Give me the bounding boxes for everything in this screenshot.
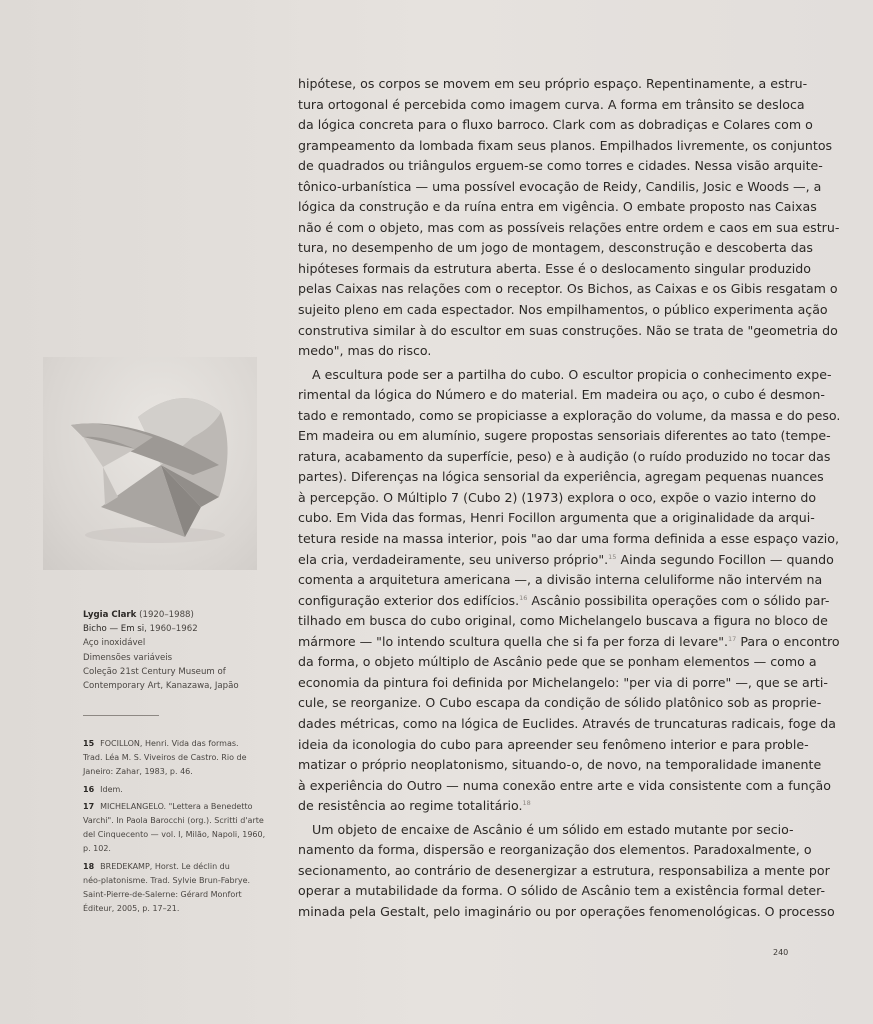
text-line: configuração exterior dos edifícios.$^{16}$ Ascânio possibilita operações com o sólido par- (298, 592, 830, 608)
caption-material: Aço inoxidável (83, 638, 146, 649)
text-line: economia da pintura foi definida por Michelangelo: "per via di porre" —, que se arti- (298, 674, 828, 690)
caption-collection-1: Coleção 21st Century Museum of (83, 666, 226, 677)
text-line: hipóteses formais da estrutura aberta. Esse é o deslocamento singular produzido (298, 260, 812, 276)
text-line: tura, no desempenho de um jogo de montagem, desconstrução e descoberta das (298, 240, 813, 256)
text-line: rimental da lógica do Número e do material. Em madeira ou aço, o cubo é desmon- (298, 387, 825, 403)
footnote-line: Éditeur, 2005, p. 17–21. (83, 904, 180, 914)
caption-collection-2: Contemporary Art, Kanazawa, Japão (83, 681, 239, 692)
footnote-15 (83, 737, 273, 780)
caption-dimensions: Dimensões variáveis (83, 652, 173, 663)
footnote-line: Saint-Pierre-de-Salerne: Gérard Monfort (83, 890, 242, 900)
text-line: da lógica concreta para o fluxo barroco. Clark com as dobradiças e Colares com o (298, 117, 813, 133)
footnote-16 (83, 783, 273, 797)
text-line: não é com o objeto, mas com as possíveis relações entre ordem e caos em sua estru- (298, 219, 840, 235)
caption-title: Bicho — Em si (83, 624, 145, 635)
paragraph-3 (298, 820, 835, 923)
text-line: à percepção. O Múltiplo 7 (Cubo 2) (1973) explora o oco, expõe o vazio interno do (298, 489, 817, 505)
footnote-divider (83, 715, 159, 716)
text-line: lógica da construção e da ruína entra em vigência. O embate proposto nas Caixas (298, 199, 817, 215)
text-line: comenta a arquitetura americana —, a divisão interna celuliforme não intervém na (298, 572, 823, 588)
text-line: tura ortogonal é percebida como imagem curva. A forma em trânsito se desloca (298, 96, 805, 112)
bicho-sculpture-image (43, 357, 257, 570)
text-line: medo", mas do risco. (298, 343, 432, 359)
caption-artist-dates: (1920–1988) (139, 610, 194, 620)
text-line: minada pela Gestalt, pelo imaginário ou por operações fenomenológicas. O processo (298, 903, 835, 919)
text-line: partes). Diferenças na lógica sensorial da experiência, agregam pequenas nuances (298, 469, 824, 485)
paragraph-2 (298, 365, 841, 817)
figure-caption (83, 608, 273, 693)
text-line: tado e remontado, como se propiciasse a exploração do volume, da massa e do peso. (298, 407, 841, 423)
text-line: secionamento, ao contrário de desenergizar a estrutura, responsabiliza a mente por (298, 862, 830, 878)
footnote-line: Janeiro: Zahar, 1983, p. 46. (83, 767, 193, 777)
footnote-line: Varchi". In Paola Barocchi (org.). Scritti d'arte (83, 816, 264, 826)
text-line: Em madeira ou em alumínio, sugere propostas sensoriais diferentes ao tato (tempe- (298, 428, 831, 444)
text-line: cule, se reorganize. O Cubo escapa da condição de sólido platônico sob as proprie- (298, 695, 822, 711)
text-line: Um objeto de encaixe de Ascânio é um sólido em estado mutante por secio- (312, 821, 794, 837)
footnote-17 (83, 800, 273, 857)
text-line: ratura, acabamento da superfície, peso) e à audição (o ruído produzido no tocar das (298, 448, 831, 464)
text-line: à experiência do Outro — numa conexão entre arte e vida consistente com a função (298, 777, 831, 793)
footnote-number: 15 (83, 739, 95, 748)
text-line: de quadrados ou triângulos erguem-se como torres e cidades. Nessa visão arquite- (298, 158, 823, 174)
text-line: cubo. Em Vida das formas, Henri Focillon argumenta que a originalidade da arqui- (298, 510, 815, 526)
text-line: sujeito pleno em cada espectador. Nos empilhamentos, o público experimenta ação (298, 302, 828, 318)
text-line: namento da forma, dispersão e reorganização dos elementos. Paradoxalmente, o (298, 842, 812, 858)
footnote-line: BREDEKAMP, Horst. Le déclin du (100, 861, 230, 871)
text-line: grampeamento da lombada fixam seus planos. Empilhados livremente, os conjuntos (298, 137, 833, 153)
text-line: tilhado em busca do cubo original, como Michelangelo buscava a figura no bloco de (298, 613, 828, 629)
footnote-line: p. 102. (83, 844, 111, 854)
caption-year: , 1960–1962 (144, 624, 198, 635)
body-text (298, 74, 841, 922)
text-line: matizar o próprio neoplatonismo, situando-o, de novo, na temporalidade imanente (298, 757, 822, 773)
text-line: dades métricas, como na lógica de Euclides. Através de truncaturas radicais, foge da (298, 715, 836, 731)
text-line: tetura reside na massa interior, pois "ao dar uma forma definida a esse espaço vazio, (298, 531, 840, 547)
text-line: A escultura pode ser a partilha do cubo. O escultor propicia o conhecimento expe- (312, 366, 832, 382)
text-line: hipótese, os corpos se movem em seu próprio espaço. Repentinamente, a estru- (298, 76, 808, 91)
text-line: ela cria, verdadeiramente, seu universo próprio".$^{15}$ Ainda segundo Focillon — quando (298, 551, 834, 567)
footnote-18 (83, 860, 273, 917)
text-line: operar a mutabilidade da forma. O sólido de Ascânio tem a existência formal deter- (298, 883, 825, 899)
text-line: pelas Caixas nas relações com o receptor. Os Bichos, as Caixas e os Gibis resgatam o (298, 281, 838, 297)
text-line: ideia da iconologia do cubo para apreender seu fenômeno interior e para proble- (298, 736, 809, 752)
sculpture-photo (43, 357, 257, 570)
footnotes (83, 737, 273, 919)
page-number: 240 (773, 948, 789, 957)
text-line: tônico-urbanística — uma possível evocação de Reidy, Candilis, Josic e Woods —, a (298, 178, 822, 194)
footnote-number: 17 (83, 801, 95, 811)
footnote-line: del Cinquecento — vol. I, Milão, Napoli, 1960, (83, 830, 266, 840)
footnote-number: 16 (83, 784, 95, 794)
text-line: da forma, o objeto múltiplo de Ascânio pede que se ponham elementos — como a (298, 654, 817, 670)
text-line: construtiva similar à do escultor em suas construções. Não se trata de "geometria do (298, 322, 838, 338)
caption-artist: Lygia Clark (83, 610, 137, 620)
footnote-number: 18 (83, 861, 95, 871)
footnote-line: FOCILLON, Henri. Vida das formas. (100, 739, 239, 748)
footnote-line: néo-platonisme. Trad. Sylvie Brun-Fabrye. (83, 875, 251, 885)
footnote-line: Idem. (100, 784, 123, 794)
text-line: de resistência ao regime totalitário.$^{18}$ (298, 798, 531, 814)
text-line: mármore — "lo intendo scultura quella che si fa per forza di levare".$^{17}$ Para o encontro (298, 633, 840, 649)
footnote-line: MICHELANGELO. "Lettera a Benedetto (100, 801, 253, 811)
footnote-line: Trad. Léa M. S. Viveiros de Castro. Rio de (83, 753, 247, 763)
paragraph-1 (298, 74, 840, 362)
